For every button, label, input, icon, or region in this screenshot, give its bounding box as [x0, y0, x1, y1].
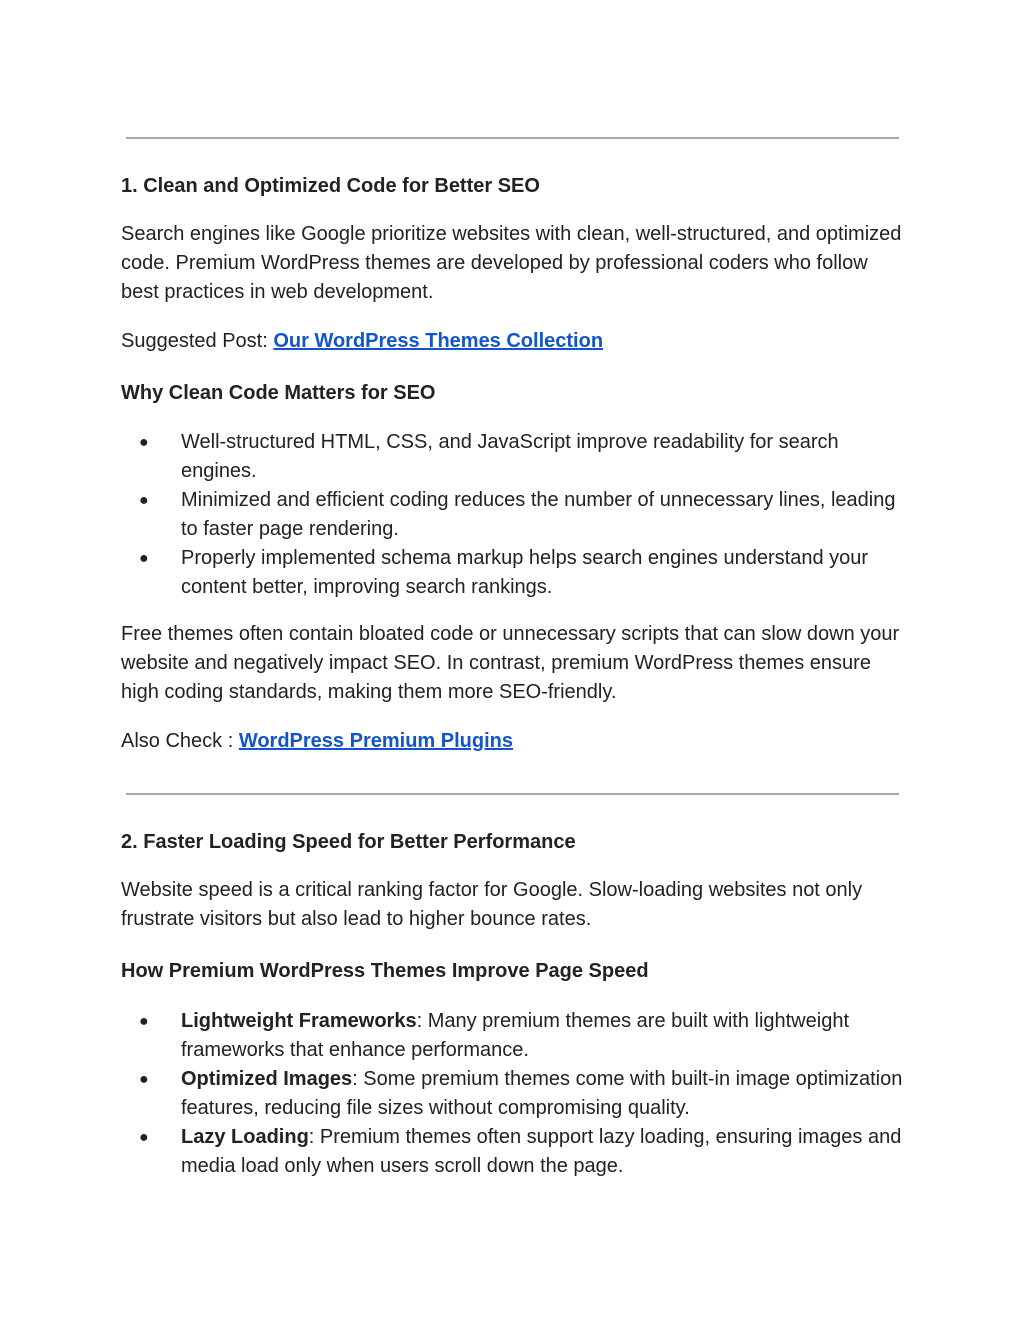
- list-item-term: Lightweight Frameworks: [181, 1010, 417, 1032]
- list-item: [121, 1065, 911, 1123]
- suggested-post-label: Suggested Post:: [121, 330, 274, 352]
- section-2-bullet-list: [121, 1007, 911, 1181]
- section-1-closing: Free themes often contain bloated code or unnecessary scripts that can slow down your website and negatively impact SEO. In contrast, premium WordPress themes ensure high coding standards, making them more SEO-friendly.: [121, 623, 900, 703]
- bullet-icon: ●: [139, 1013, 149, 1030]
- list-item-text: : Premium themes often support lazy loading, ensuring images and media load only when users scroll down the page.: [181, 1126, 902, 1177]
- section-2-intro: Website speed is a critical ranking factor for Google. Slow-loading websites not only frustrate visitors but also lead to higher bounce rates.: [121, 879, 863, 930]
- section-1-subheading: Why Clean Code Matters for SEO: [121, 382, 436, 404]
- list-item: [121, 1007, 911, 1065]
- bullet-icon: ●: [139, 492, 149, 509]
- list-item-text: Properly implemented schema markup helps search engines understand your content better, improving search rankings.: [181, 547, 869, 598]
- section-1-bullet-list: [121, 428, 911, 602]
- bullet-icon: ●: [139, 1129, 149, 1146]
- list-item: [121, 544, 911, 602]
- section-2-subheading: How Premium WordPress Themes Improve Page Speed: [121, 960, 649, 982]
- bullet-icon: ●: [139, 434, 149, 451]
- list-item: [121, 428, 911, 486]
- suggested-post-line: [121, 327, 911, 356]
- list-item: [121, 486, 911, 544]
- also-check-line: [121, 727, 911, 756]
- list-item-term: Lazy Loading: [181, 1126, 309, 1148]
- section-1-heading: 1. Clean and Optimized Code for Better SEO: [121, 175, 540, 197]
- list-item-term: Optimized Images: [181, 1068, 353, 1090]
- section-2-heading: 2. Faster Loading Speed for Better Performance: [121, 831, 576, 853]
- section-1-intro: Search engines like Google prioritize websites with clean, well-structured, and optimized code. Premium WordPress themes are developed by professional coders who follow best practices in web development.: [121, 223, 902, 303]
- list-item-text: Minimized and efficient coding reduces the number of unnecessary lines, leading to faster page rendering.: [181, 489, 896, 540]
- bullet-icon: ●: [139, 1071, 149, 1088]
- horizontal-rule-middle: [126, 793, 899, 795]
- also-check-label: Also Check :: [121, 730, 239, 752]
- list-item: [121, 1123, 911, 1181]
- horizontal-rule-top: [126, 137, 899, 139]
- list-item-text: Well-structured HTML, CSS, and JavaScript improve readability for search engines.: [181, 431, 839, 482]
- bullet-icon: ●: [139, 550, 149, 567]
- list-item-text: : Many premium themes are built with lightweight frameworks that enhance performance.: [181, 1010, 849, 1061]
- suggested-post-link[interactable]: Our WordPress Themes Collection: [273, 330, 604, 352]
- also-check-link[interactable]: WordPress Premium Plugins: [238, 730, 513, 752]
- list-item-text: : Some premium themes come with built-in image optimization features, reducing file sizes without compromising quality.: [181, 1068, 903, 1119]
